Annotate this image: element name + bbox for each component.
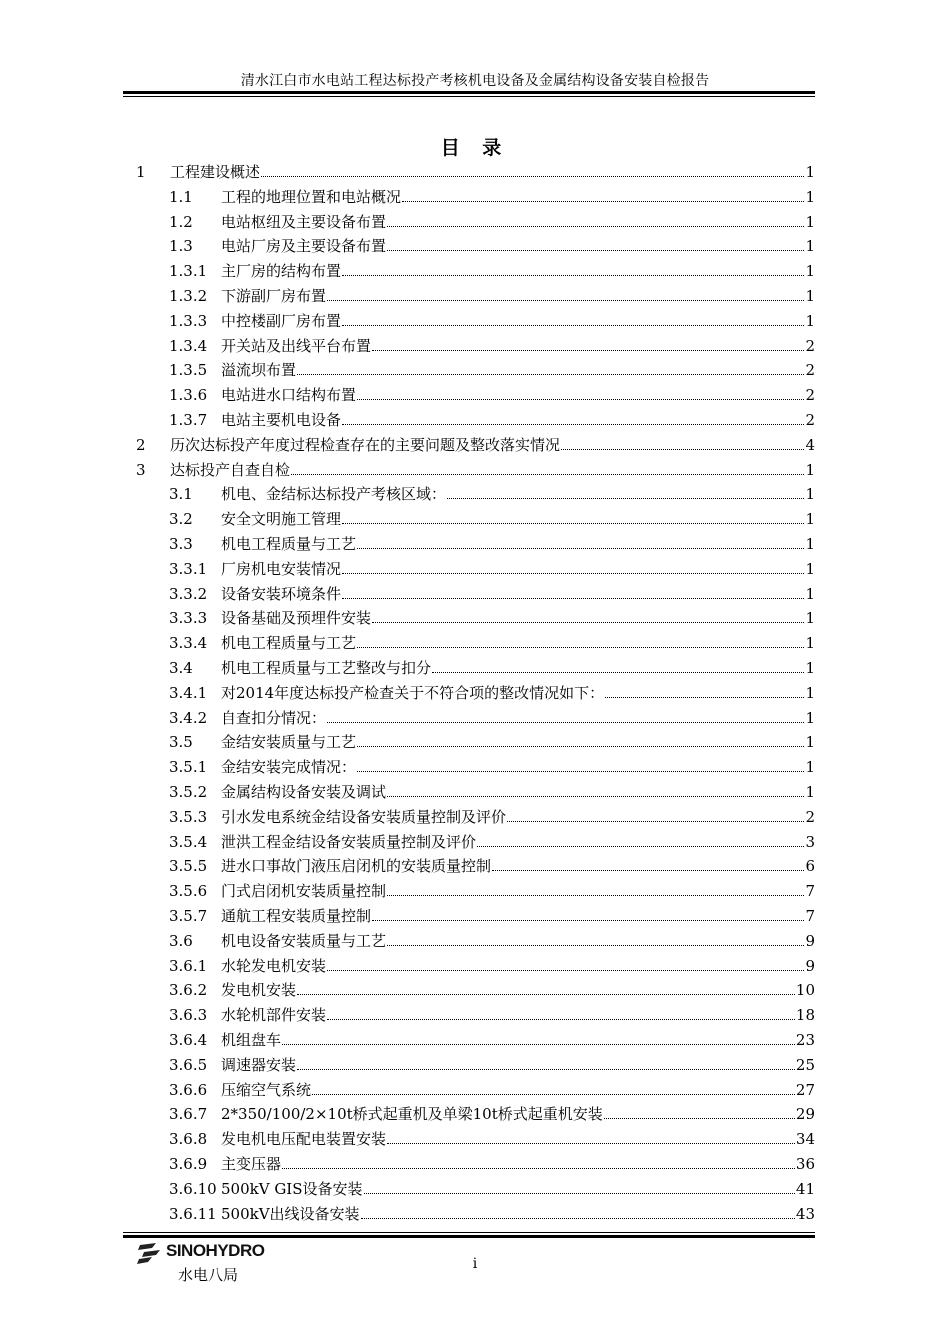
toc-entry[interactable] [169, 654, 815, 678]
dot-leader [342, 523, 804, 524]
toc-entry-page: 1 [805, 460, 815, 479]
dot-leader [492, 870, 804, 871]
toc-entry-number: 3.6.7 [169, 1105, 208, 1124]
toc-entry-title: 水轮发电机安装 [221, 956, 327, 975]
toc-entry-title: 泄洪工程金结设备安装质量控制及评价 [221, 832, 477, 851]
toc-entry-number: 1.3 [169, 237, 193, 256]
toc-entry[interactable] [169, 852, 815, 876]
dot-leader [372, 350, 804, 351]
toc-entry[interactable] [169, 1100, 815, 1124]
toc-entry-title: 引水发电系统金结设备安装质量控制及评价 [221, 807, 507, 826]
toc-entry-title: 500kV出线设备安装 [221, 1204, 360, 1223]
dot-leader [327, 722, 804, 723]
toc-entry-title: 机电工程质量与工艺 [221, 634, 357, 653]
dot-leader [372, 920, 804, 921]
toc-entry-number: 3.5.6 [169, 882, 208, 901]
toc-entry[interactable] [169, 232, 815, 256]
dot-leader [297, 1069, 795, 1070]
toc-entry-page: 1 [805, 187, 815, 206]
toc-entry-page: 1 [805, 609, 815, 628]
toc-entry-page: 3 [805, 832, 815, 851]
toc-entry[interactable] [169, 282, 815, 306]
toc-entry-page: 36 [795, 1155, 815, 1173]
dot-leader [361, 1218, 795, 1219]
toc-entry-page: 1 [805, 634, 815, 653]
toc-entry-number: 3.6 [169, 931, 193, 950]
toc-entry-title: 自查扣分情况： [221, 708, 327, 727]
toc-entry[interactable] [169, 1175, 815, 1199]
footer-rule-thick [123, 1235, 815, 1238]
toc-entry-title: 机组盘车 [221, 1031, 282, 1049]
toc-entry[interactable] [169, 530, 815, 554]
toc-entry-title: 金属结构设备安装及调试 [221, 783, 387, 801]
toc-entry-title: 调速器安装 [221, 1055, 297, 1074]
page-number: i [472, 1256, 478, 1272]
toc-entry-title: 溢流坝布置 [221, 361, 297, 380]
toc-entry[interactable] [136, 456, 815, 480]
dot-leader [357, 746, 804, 747]
toc-entry-number: 1 [136, 163, 146, 181]
dot-leader [282, 1044, 795, 1045]
toc-entry-page: 1 [805, 311, 815, 330]
toc-entry-number: 3.4 [169, 659, 193, 677]
toc-entry-page: 29 [795, 1105, 815, 1124]
toc-entry-number: 3.5 [169, 733, 193, 752]
toc-entry-page: 4 [805, 435, 815, 454]
dot-leader [387, 796, 804, 797]
toc-entry-page: 25 [795, 1055, 815, 1074]
dot-leader [387, 1143, 795, 1144]
toc-entry-number: 3.6.6 [169, 1080, 208, 1099]
toc-entry-page: 1 [805, 659, 815, 677]
toc-entry-number: 3.5.2 [169, 783, 208, 801]
toc-entry-page: 1 [805, 262, 815, 281]
toc-entry-page: 9 [805, 956, 815, 975]
toc-entry[interactable] [169, 406, 815, 430]
toc-entry-page: 1 [805, 683, 815, 702]
toc-entry[interactable] [169, 1076, 815, 1100]
toc-entry-title: 金结安装质量与工艺 [221, 733, 357, 752]
dot-leader [261, 176, 804, 177]
dot-leader [291, 474, 804, 475]
toc-entry-title: 安全文明施工管理 [221, 510, 342, 529]
toc-entry-number: 1.1 [169, 187, 193, 206]
dot-leader [357, 647, 804, 648]
toc-entry-number: 1.3.1 [169, 262, 208, 281]
toc-entry-page: 1 [805, 559, 815, 578]
toc-entry-title: 发电机电压配电装置安装 [221, 1130, 387, 1149]
toc-entry-title: 进水口事故门液压启闭机的安装质量控制 [221, 857, 492, 876]
toc-entry[interactable] [169, 927, 815, 951]
toc-entry-title: 机电、金结标达标投产考核区域： [221, 485, 447, 504]
toc-entry-number: 3.1 [169, 485, 193, 504]
toc-entry-page: 7 [805, 882, 815, 901]
toc-entry-title: 机电工程质量与工艺整改与扣分 [221, 659, 432, 677]
dot-leader [327, 1019, 795, 1020]
toc-entry[interactable] [169, 902, 815, 926]
toc-entry-number: 1.3.5 [169, 361, 208, 380]
toc-entry-title: 工程的地理位置和电站概况 [221, 187, 402, 206]
toc-entry-title: 工程建设概述 [170, 163, 261, 181]
dot-leader [282, 1168, 795, 1169]
dot-leader [402, 201, 804, 202]
toc-entry-page: 1 [805, 287, 815, 305]
toc-entry[interactable] [169, 183, 815, 207]
dot-leader [477, 846, 804, 847]
toc-entry-title: 压缩空气系统 [221, 1080, 312, 1099]
dot-leader [342, 424, 804, 425]
toc-entry-page: 1 [805, 163, 815, 181]
toc-entry-number: 1.3.4 [169, 336, 208, 355]
toc-entry-title: 达标投产自查自检 [170, 460, 291, 479]
dot-leader [312, 1094, 795, 1095]
toc-entry[interactable] [169, 828, 815, 852]
toc-entry-page: 1 [805, 783, 815, 801]
toc-entry-number: 3.5.4 [169, 832, 208, 851]
toc-entry[interactable] [169, 629, 815, 653]
toc-entry[interactable] [169, 555, 815, 579]
toc-entry-number: 3.6.2 [169, 981, 208, 1000]
toc-entry[interactable] [169, 877, 815, 901]
header-title: 清水江白市水电站工程达标投产考核机电设备及金属结构设备安装自检报告 [240, 73, 710, 89]
toc-entry[interactable] [169, 728, 815, 752]
toc-entry-number: 3.2 [169, 510, 193, 529]
toc-entry-number: 3.6.11 [169, 1204, 217, 1223]
toc-entry-page: 2 [805, 361, 815, 380]
toc-entry-page: 18 [795, 1006, 815, 1025]
dot-leader [357, 771, 804, 772]
toc-entry[interactable] [169, 332, 815, 356]
toc-entry[interactable] [169, 1001, 815, 1025]
toc-entry-title: 机电设备安装质量与工艺 [221, 931, 387, 950]
toc-entry-number: 1.3.7 [169, 411, 208, 429]
toc-entry[interactable] [169, 480, 815, 504]
toc-entry-page: 41 [795, 1179, 815, 1198]
toc-entry[interactable] [169, 976, 815, 1000]
toc-entry-number: 3.6.8 [169, 1130, 208, 1149]
toc-entry-page: 1 [805, 584, 815, 603]
toc-entry-page: 23 [795, 1031, 815, 1049]
toc-entry[interactable] [169, 381, 815, 405]
header-rule-thick [123, 91, 815, 94]
dot-leader [342, 275, 804, 276]
dot-leader [327, 300, 804, 301]
toc-entry[interactable] [169, 952, 815, 976]
toc-entry[interactable] [169, 580, 815, 604]
toc-entry-page: 1 [805, 485, 815, 504]
toc-entry[interactable] [169, 679, 815, 703]
toc-entry[interactable] [169, 1026, 815, 1050]
toc-entry[interactable] [136, 431, 815, 455]
toc-entry-page: 1 [805, 535, 815, 553]
toc-entry-number: 3.5.5 [169, 857, 208, 876]
toc-entry-page: 2 [805, 336, 815, 355]
dot-leader [561, 449, 804, 450]
dot-leader [357, 548, 804, 549]
toc-entry-page: 1 [805, 212, 815, 231]
toc-entry[interactable] [169, 1125, 815, 1149]
footer-rule-thin [123, 1232, 815, 1233]
toc-entry-number: 3.3 [169, 535, 193, 553]
toc-entry[interactable] [169, 778, 815, 802]
toc-entry-page: 1 [805, 510, 815, 529]
toc-entry-title: 主变压器 [221, 1155, 282, 1173]
toc-entry-title: 设备基础及预埋件安装 [221, 609, 372, 628]
toc-entry-number: 3.6.5 [169, 1055, 208, 1074]
toc-entry[interactable] [169, 307, 815, 331]
toc-entry-number: 1.2 [169, 212, 193, 231]
toc-entry-page: 1 [805, 758, 815, 777]
dot-leader [357, 399, 804, 400]
division-name: 水电八局 [178, 1266, 239, 1284]
toc-entry[interactable] [169, 604, 815, 628]
toc-entry-title: 电站主要机电设备 [221, 411, 342, 429]
dot-leader [387, 945, 804, 946]
toc-entry-number: 3.6.3 [169, 1006, 208, 1025]
toc-entry-title: 开关站及出线平台布置 [221, 336, 372, 355]
toc-entry-number: 3.6.4 [169, 1031, 208, 1049]
toc-entry[interactable] [169, 704, 815, 728]
toc-entry-title: 电站厂房及主要设备布置 [221, 237, 387, 256]
toc-entry-title: 对2014年度达标投产检查关于不符合项的整改情况如下： [221, 683, 605, 702]
toc-entry-title: 厂房机电安装情况 [221, 559, 342, 578]
toc-entry-number: 3.5.7 [169, 907, 208, 925]
toc-entry-number: 3.3.2 [169, 584, 208, 603]
dot-leader [327, 970, 804, 971]
toc-entry-number: 3.3.1 [169, 559, 208, 578]
toc-entry-number: 2 [136, 435, 146, 454]
toc-entry-title: 中控楼副厂房布置 [221, 311, 342, 330]
toc-entry-page: 10 [795, 981, 815, 1000]
toc-entry-page: 1 [805, 733, 815, 752]
toc-entry-page: 2 [805, 807, 815, 826]
toc-entry-page: 2 [805, 386, 815, 405]
dot-leader [387, 250, 804, 251]
dot-leader [604, 1118, 795, 1119]
toc-entry-page: 6 [805, 857, 815, 876]
toc-entry-number: 3.3.4 [169, 634, 208, 653]
toc-entry-page: 7 [805, 907, 815, 925]
toc-entry-number: 3 [136, 460, 146, 479]
toc-entry[interactable] [136, 158, 815, 182]
toc-entry-title: 发电机安装 [221, 981, 297, 1000]
toc-title: 目 录 [440, 137, 510, 159]
toc-entry-title: 机电工程质量与工艺 [221, 535, 357, 553]
toc-entry[interactable] [169, 753, 815, 777]
toc-entry-title: 历次达标投产年度过程检查存在的主要问题及整改落实情况 [170, 435, 561, 454]
toc-entry-title: 电站枢纽及主要设备布置 [221, 212, 387, 231]
toc-entry-number: 3.6.10 [169, 1179, 217, 1198]
toc-entry[interactable] [169, 1150, 815, 1174]
toc-entry-page: 2 [805, 411, 815, 429]
toc-entry[interactable] [169, 257, 815, 281]
toc-entry-page: 34 [795, 1130, 815, 1149]
toc-entry-number: 1.3.6 [169, 386, 208, 405]
dot-leader [605, 697, 804, 698]
toc-entry-number: 3.4.2 [169, 708, 208, 727]
dot-leader [372, 622, 804, 623]
toc-entry-number: 3.6.9 [169, 1155, 208, 1173]
dot-leader [447, 498, 804, 499]
toc-entry-title: 金结安装完成情况： [221, 758, 357, 777]
toc-entry-number: 1.3.2 [169, 287, 208, 305]
toc-entry[interactable] [169, 1051, 815, 1075]
dot-leader [342, 598, 804, 599]
dot-leader [364, 1193, 795, 1194]
dot-leader [387, 895, 804, 896]
toc-entry-number: 3.4.1 [169, 683, 208, 702]
toc-entry-title: 水轮机部件安装 [221, 1006, 327, 1025]
toc-entry[interactable] [169, 803, 815, 827]
toc-entry-title: 通航工程安装质量控制 [221, 907, 372, 925]
toc-entry-page: 1 [805, 708, 815, 727]
toc-entry[interactable] [169, 356, 815, 380]
toc-entry-page: 27 [795, 1080, 815, 1099]
toc-entry-title: 设备安装环境条件 [221, 584, 342, 603]
dot-leader [387, 226, 804, 227]
header-rule-thin [123, 96, 815, 97]
toc-entry-page: 9 [805, 931, 815, 950]
toc-entry-number: 3.6.1 [169, 956, 208, 975]
toc-entry-number: 3.3.3 [169, 609, 208, 628]
toc-entry-page: 43 [795, 1204, 815, 1223]
toc-entry-title: 下游副厂房布置 [221, 287, 327, 305]
dot-leader [297, 994, 795, 995]
toc-entry-title: 2*350/100/2×10t桥式起重机及单梁10t桥式起重机安装 [221, 1105, 603, 1124]
dot-leader [432, 672, 804, 673]
toc-entry[interactable] [169, 505, 815, 529]
toc-entry-title: 电站进水口结构布置 [221, 386, 357, 405]
toc-entry[interactable] [169, 208, 815, 232]
toc-entry-title: 主厂房的结构布置 [221, 262, 342, 281]
dot-leader [342, 573, 804, 574]
toc-entry-page: 1 [805, 237, 815, 256]
toc-entry[interactable] [169, 1200, 815, 1224]
toc-entry-title: 500kV GIS设备安装 [221, 1179, 363, 1198]
toc-entry-number: 3.5.3 [169, 807, 208, 826]
dot-leader [297, 374, 804, 375]
toc-entry-number: 3.5.1 [169, 758, 208, 777]
toc-entry-number: 1.3.3 [169, 311, 208, 330]
logo-text: SINOHYDRO [166, 1241, 265, 1260]
dot-leader [342, 325, 804, 326]
toc-entry-title: 门式启闭机安装质量控制 [221, 882, 387, 901]
dot-leader [507, 821, 804, 822]
